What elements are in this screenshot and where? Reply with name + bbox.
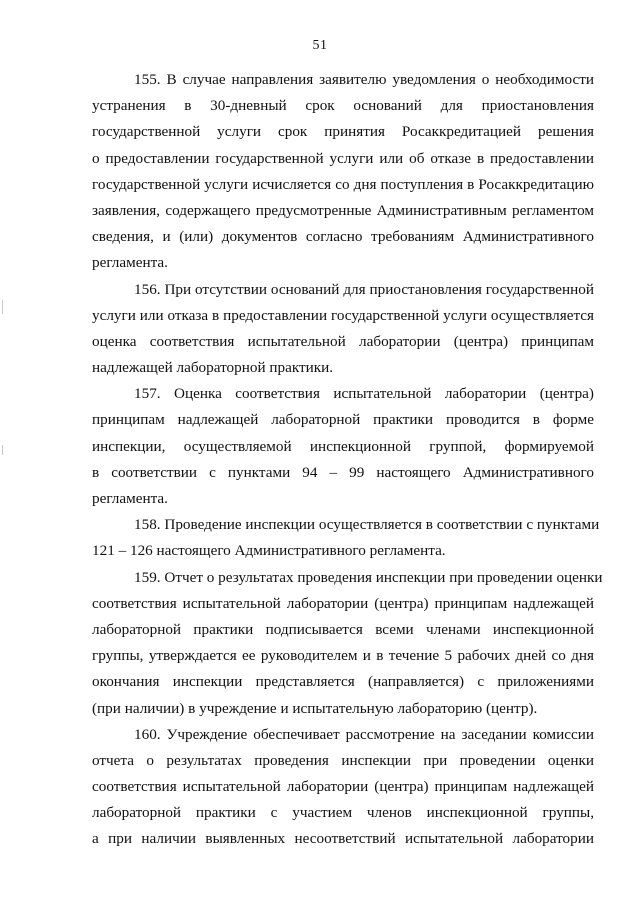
text-line: надлежащей лабораторной практики. bbox=[92, 359, 334, 377]
text-line: регламента. bbox=[92, 254, 168, 272]
text-line: группы, утверждается ее руководителем и в течение 5 рабочих дней со дня bbox=[92, 647, 594, 665]
text-line: заявления, содержащего предусмотренные Административным регламентом bbox=[92, 201, 594, 219]
text-line: 158. Проведение инспекции осуществляется в соответствии с пунктами bbox=[134, 516, 600, 534]
text-line: а при наличии выявленных несоответствий испытательной лаборатории bbox=[92, 830, 594, 848]
paragraph-156 bbox=[92, 277, 594, 382]
text-line: услуги или отказа в предоставлении государственной услуги осуществляется bbox=[92, 306, 594, 324]
text-line: регламента. bbox=[92, 490, 168, 507]
text-line: сведения, и (или) документов согласно требованиям Административного bbox=[92, 228, 594, 246]
text-line: 159. Отчет о результатах проведения инспекции при проведении оценки bbox=[134, 568, 603, 586]
text-line: соответствия испытательной лаборатории (центра) принципам надлежащей bbox=[92, 778, 594, 796]
paragraph-158 bbox=[92, 512, 600, 564]
scan-edge-mark bbox=[2, 445, 3, 455]
paragraph-157 bbox=[92, 381, 594, 512]
text-line: 156. При отсутствии оснований для приостановления государственной bbox=[134, 280, 594, 298]
paragraph-155 bbox=[92, 67, 594, 277]
text-line: принципам надлежащей лабораторной практики проводится в форме bbox=[92, 411, 594, 429]
text-line: в соответствии с пунктами 94 – 99 настоящего Административного bbox=[92, 463, 594, 481]
text-line: инспекции, осуществляемой инспекционной группой, формируемой bbox=[92, 437, 594, 455]
text-line: лабораторной практики подписывается всеми членами инспекционной bbox=[92, 620, 594, 638]
text-line: 121 – 126 настоящего Административного регламента. bbox=[92, 542, 446, 560]
document-body bbox=[92, 67, 603, 853]
text-line: государственной услуги срок принятия Росаккредитацией решения bbox=[92, 123, 594, 141]
text-line: 160. Учреждение обеспечивает рассмотрение на заседании комиссии bbox=[134, 725, 594, 743]
text-line: окончания инспекции представляется (направляется) с приложениями bbox=[92, 673, 594, 691]
text-line: 157. Оценка соответствия испытательной лаборатории (центра) bbox=[134, 385, 594, 403]
paragraph-159 bbox=[92, 565, 603, 722]
text-line: устранения в 30-дневный срок оснований для приостановления bbox=[92, 97, 594, 115]
text-line: лабораторной практики с участием членов инспекционной группы, bbox=[92, 804, 594, 822]
text-line: отчета о результатах проведения инспекции при проведении оценки bbox=[92, 751, 594, 769]
scan-edge-mark bbox=[2, 300, 3, 314]
text-line: о предоставлении государственной услуги или об отказе в предоставлении bbox=[92, 149, 594, 167]
text-line: оценка соответствия испытательной лаборатории (центра) принципам bbox=[92, 332, 594, 350]
text-line: (при наличии) в учреждение и испытательную лабораторию (центр). bbox=[92, 699, 538, 717]
text-line: государственной услуги исчисляется со дня поступления в Росаккредитацию bbox=[92, 175, 594, 193]
text-line: соответствия испытательной лаборатории (центра) принципам надлежащей bbox=[92, 594, 594, 612]
paragraph-160 bbox=[92, 722, 594, 853]
text-line: 155. В случае направления заявителю уведомления о необходимости bbox=[134, 71, 594, 88]
page-number: 51 bbox=[312, 38, 328, 53]
